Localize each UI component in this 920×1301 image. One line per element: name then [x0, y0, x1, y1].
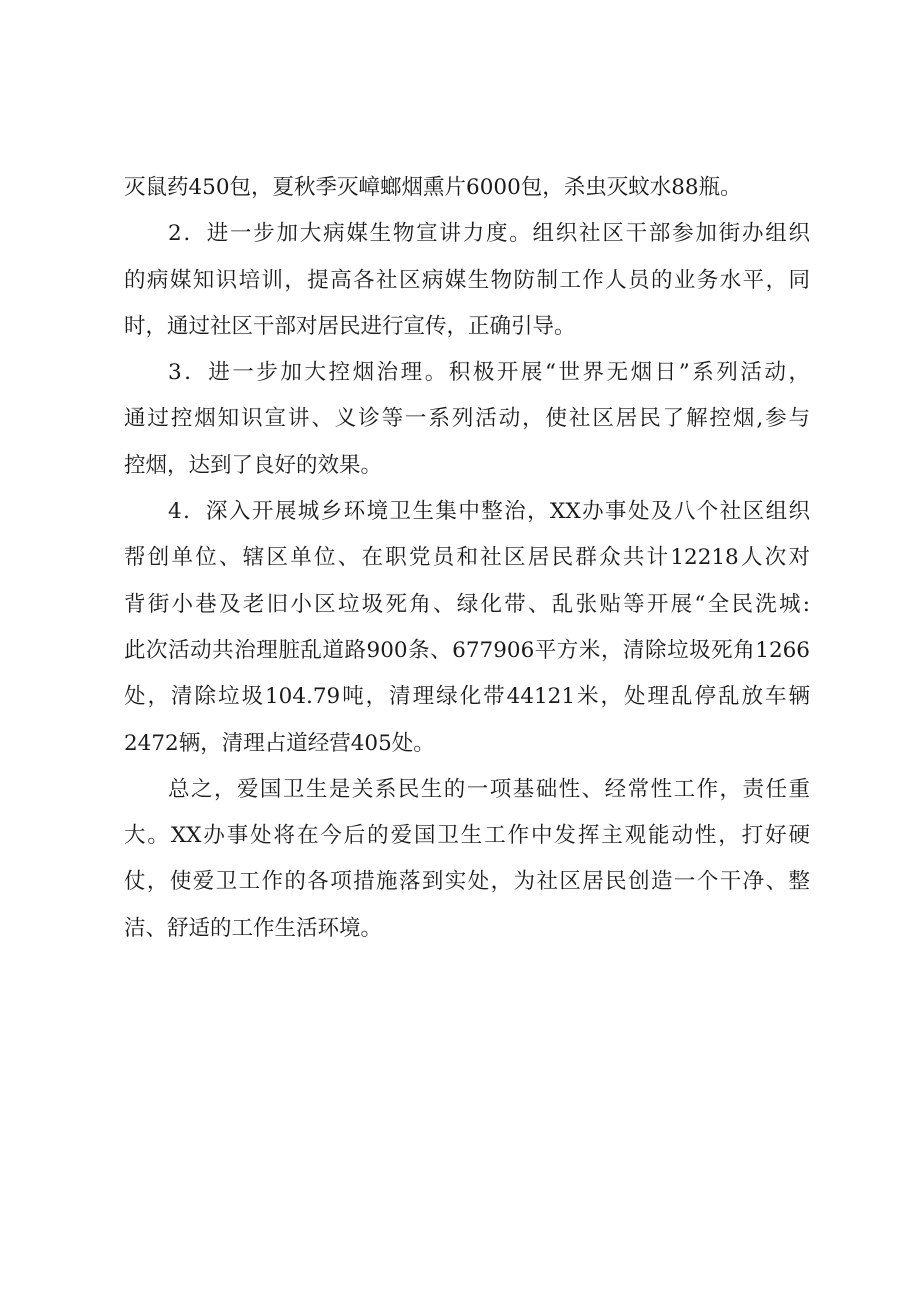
text-line: 大。XX办事处将在今后的爱国卫生工作中发挥主观能动性，打好硬	[124, 823, 810, 849]
body-text	[124, 165, 810, 952]
text-line: 此次活动共治理脏乱道路900条、677906平方米，清除垃圾死角1266	[124, 637, 810, 663]
text-line: 3．进一步加大控烟治理。积极开展“世界无烟日”系列活动，	[168, 360, 810, 386]
text-line: 2472辆，清理占道经营405处。	[124, 730, 435, 756]
text-line: 2．进一步加大病媒生物宣讲力度。组织社区干部参加街办组织	[168, 221, 810, 247]
text-line: 总之，爱国卫生是关系民生的一项基础性、经常性工作，责任重	[168, 776, 810, 802]
text-line: 通过控烟知识宣讲、义诊等一系列活动，使社区居民了解控烟,参与	[124, 406, 810, 432]
text-line: 仗，使爱卫工作的各项措施落到实处，为社区居民创造一个干净、整	[124, 869, 810, 895]
text-line: 的病媒知识培训，提高各社区病媒生物防制工作人员的业务水平，同	[124, 267, 810, 293]
text-line: 帮创单位、辖区单位、在职党员和社区居民群众共计12218人次对	[124, 545, 810, 571]
text-line: 4．深入开展城乡环境卫生集中整治，XX办事处及八个社区组织	[168, 499, 810, 525]
text-line: 背街小巷及老旧小区垃圾死角、绿化带、乱张贴等开展“全民洗城:	[124, 591, 810, 617]
text-line: 控烟，达到了良好的效果。	[124, 452, 383, 478]
text-line: 灭鼠药450包，夏秋季灭嶂螂烟熏片6000包，杀虫灭蚊水88瓶。	[124, 175, 742, 200]
text-line: 时，通过社区干部对居民进行宣传，正确引导。	[124, 313, 576, 339]
text-line: 处，清除垃圾104.79吨，清理绿化带44121米，处理乱停乱放车辆	[124, 684, 810, 710]
text-line: 洁、舒适的工作生活环境。	[124, 915, 383, 941]
